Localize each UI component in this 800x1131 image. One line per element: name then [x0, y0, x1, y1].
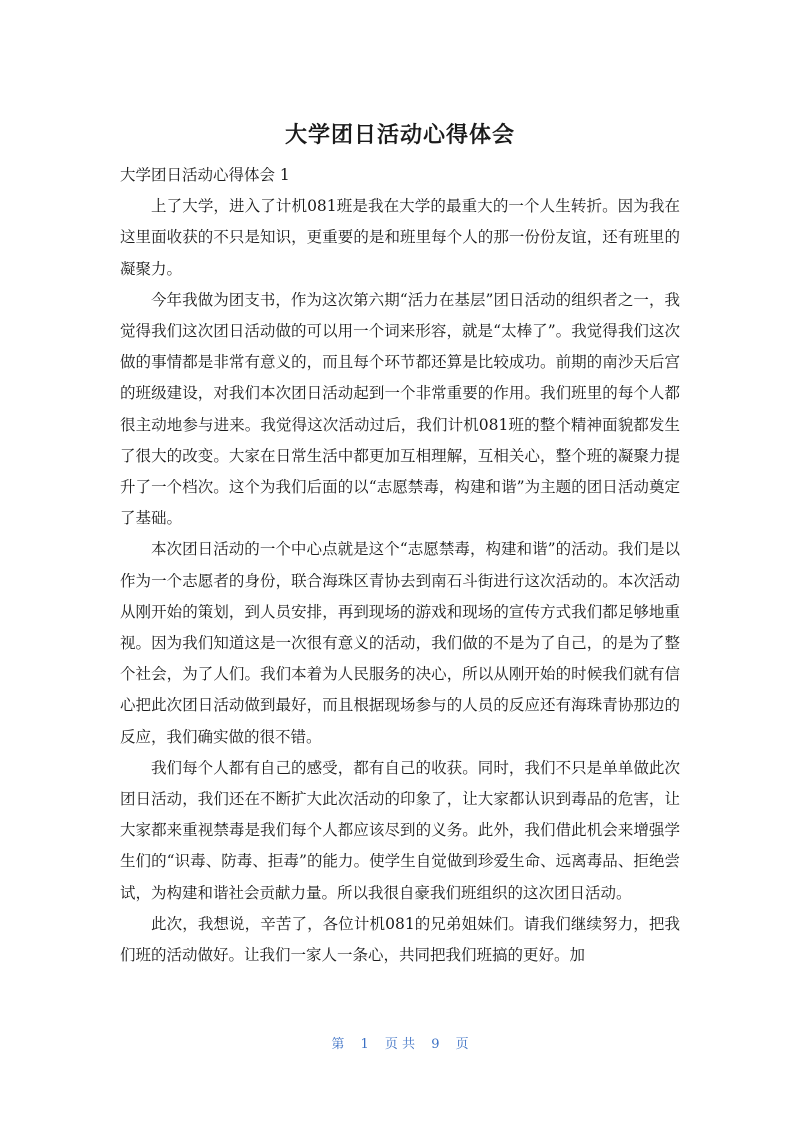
document-title: 大学团日活动心得体会 — [284, 123, 515, 148]
paragraph-1: 上了大学，进入了计机081班是我在大学的最重大的一个人生转折。因为我在这里面收获的不只是知识，更重要的是和班里每个人的那一份份友谊，还有班里的凝聚力。 — [120, 197, 680, 278]
paragraph-3: 本次团日活动的一个中心点就是这个“志愿禁毒，构建和谐”的活动。我们是以作为一个志愿者的身份，联合海珠区青协去到南石斗街进行这次活动的。本次活动从刚开始的策划，到人员安排，再到现场的游戏和现场的宣传方式我们都足够地重视。因为我们知道这是一次很有意义的活动，我们做的不是为了自己，的是为了整个社会，为了人们。我们本着为人民服务的决心，所以从刚开始的时候我们就有信心把此次团日活动做到最好，而且根据现场参与的人员的反应还有海珠青协那边的反应，我们确实做的很不错。 — [120, 540, 680, 746]
total-pages: 9 — [431, 1037, 440, 1052]
page-label-prefix: 第 — [331, 1037, 345, 1052]
paragraph-2: 今年我做为团支书，作为这次第六期“活力在基层”团日活动的组织者之一，我觉得我们这次团日活动做的可以用一个词来形容，就是“太棒了”。我觉得我们这次做的事情都是非常有意义的，而且每个环节都还算是比较成功。前期的南沙天后宫的班级建设，对我们本次团日活动起到一个非常重要的作用。我们班里的每个人都很主动地参与进来。我觉得这次活动过后，我们计机081班的整个精神面貌都发生了很大的改变。大家在日常生活中都更加互相理解，互相关心，整个班的凝聚力提升了一个档次。这个为我们后面的以“志愿禁毒，构建和谐”为主题的团日活动奠定了基础。 — [120, 290, 680, 528]
section-heading: 大学团日活动心得体会 1 — [120, 166, 290, 184]
page-footer — [0, 1033, 800, 1052]
page-label-middle: 页 共 — [384, 1037, 416, 1052]
current-page-number: 1 — [360, 1037, 369, 1052]
page-label-suffix: 页 — [455, 1037, 469, 1052]
paragraph-5: 此次，我想说，辛苦了，各位计机081的兄弟姐妹们。请我们继续努力，把我们班的活动做好。让我们一家人一条心，共同把我们班搞的更好。加 — [120, 914, 680, 965]
paragraph-4: 我们每个人都有自己的感受，都有自己的收获。同时，我们不只是单单做此次团日活动，我们还在不断扩大此次活动的印象了，让大家都认识到毒品的危害，让大家都来重视禁毒是我们每个人都应该尽到的义务。此外，我们借此机会来增强学生们的“识毒、防毒、拒毒”的能力。使学生自觉做到珍爱生命、远离毒品、拒绝尝试，为构建和谐社会贡献力量。所以我很自豪我们班组织的这次团日活动。 — [120, 758, 680, 902]
document-body — [120, 160, 680, 971]
